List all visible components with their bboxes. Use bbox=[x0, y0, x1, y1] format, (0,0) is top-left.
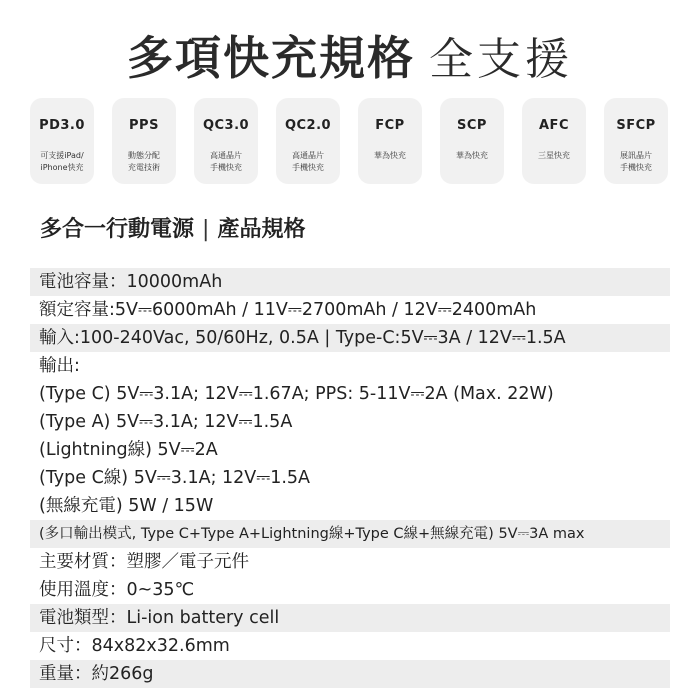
headline-bold: 多項快充規格 bbox=[127, 31, 415, 85]
spec-row: (多口輸出模式, Type C+Type A+Lightning線+Type C線+無線充電) 5V⎓3A max bbox=[30, 520, 670, 548]
headline-light: 全支援 bbox=[429, 34, 573, 85]
badge-sfcp bbox=[604, 98, 668, 184]
spec-row: (無線充電) 5W / 15W bbox=[39, 496, 214, 516]
badge-name: PD3.0 bbox=[39, 118, 85, 133]
badge-qc20 bbox=[276, 98, 340, 184]
badge-pd30 bbox=[30, 98, 94, 184]
badge-name: PPS bbox=[129, 118, 159, 133]
spec-row: 重量：約266g bbox=[30, 660, 670, 688]
badge-qc30 bbox=[194, 98, 258, 184]
spec-row: (Lightning線) 5V⎓2A bbox=[39, 440, 218, 460]
badge-desc: 三星快充 bbox=[538, 151, 570, 160]
badge-desc: 展訊晶片 手機快充 bbox=[620, 151, 652, 172]
spec-row: (Type C) 5V⎓3.1A; 12V⎓1.67A; PPS: 5-11V⎓2A (Max. 22W) bbox=[39, 384, 554, 404]
badge-desc: 華為快充 bbox=[456, 151, 488, 160]
spec-list bbox=[30, 268, 670, 688]
spec-row: 使用溫度：0~35℃ bbox=[39, 580, 195, 600]
spec-row: 輸出: bbox=[39, 356, 80, 376]
section-title-left: 多合一行動電源 bbox=[40, 217, 195, 242]
badge-desc: 動態分配 充電技術 bbox=[128, 151, 160, 172]
spec-row: 電池類型：Li-ion battery cell bbox=[30, 604, 670, 632]
spec-row: 主要材質：塑膠／電子元件 bbox=[39, 552, 249, 572]
spec-row: 輸入:100-240Vac, 50/60Hz, 0.5A | Type-C:5V⎓3A / 12V⎓1.5A bbox=[30, 324, 670, 352]
badge-fcp bbox=[358, 98, 422, 184]
badge-name: QC3.0 bbox=[202, 118, 250, 133]
badge-name: SFCP bbox=[616, 118, 656, 133]
spec-row: 電池容量：10000mAh bbox=[30, 268, 670, 296]
badge-name: AFC bbox=[539, 118, 569, 133]
section-title-right: 產品規格 bbox=[217, 217, 306, 242]
section-title-separator: | bbox=[202, 217, 210, 242]
fast-charge-badges bbox=[30, 98, 670, 186]
badge-name: FCP bbox=[375, 118, 405, 133]
spec-row: (Type A) 5V⎓3.1A; 12V⎓1.5A bbox=[39, 412, 293, 432]
badge-afc bbox=[522, 98, 586, 184]
badge-name: QC2.0 bbox=[284, 118, 332, 133]
badge-desc: 高通晶片 手機快充 bbox=[210, 151, 242, 172]
badge-pps bbox=[112, 98, 176, 184]
spec-row: (Type C線) 5V⎓3.1A; 12V⎓1.5A bbox=[39, 468, 311, 488]
badge-name: SCP bbox=[457, 118, 487, 133]
spec-row: 尺寸：84x82x32.6mm bbox=[39, 636, 230, 656]
badge-desc: 高通晶片 手機快充 bbox=[292, 151, 324, 172]
badge-desc: 可支援iPad/ iPhone快充 bbox=[40, 151, 84, 172]
section-title bbox=[40, 212, 305, 243]
badge-desc: 華為快充 bbox=[374, 151, 406, 160]
spec-row: 額定容量:5V⎓6000mAh / 11V⎓2700mAh / 12V⎓2400mAh bbox=[39, 300, 537, 320]
headline bbox=[0, 22, 700, 88]
badge-scp bbox=[440, 98, 504, 184]
